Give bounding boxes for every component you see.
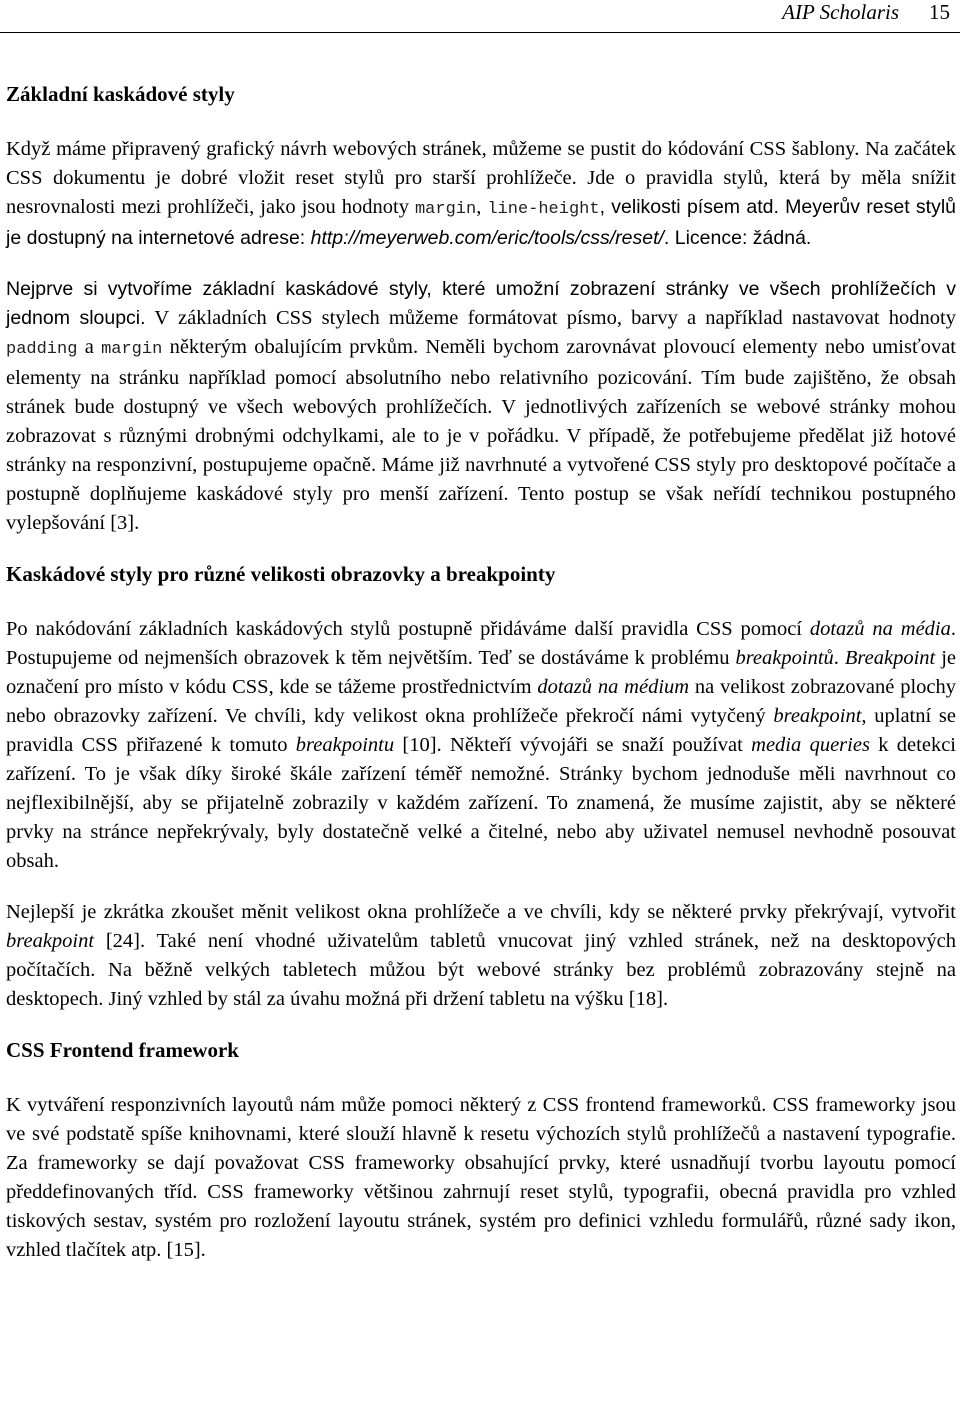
section-heading-frameworks: CSS Frontend framework xyxy=(6,1038,239,1062)
code-margin: margin xyxy=(414,200,477,219)
code-padding: padding xyxy=(6,340,78,359)
section-heading-basic-css: Základní kaskádové styly xyxy=(6,82,235,106)
meyer-reset-link[interactable]: http://meyerweb.com/eric/tools/css/reset/ xyxy=(310,227,664,249)
text: a xyxy=(77,336,102,358)
term: dotazů na média xyxy=(809,618,951,640)
paragraph-frameworks: K vytváření responzivních layoutů nám může pomoci některý z CSS frontend frameworků. CSS frameworky jsou ve své podstatě spíše knihovnami, které slouží hlavně k resetu výchozích stylů prohlížečů a nastavení typografie. Za frameworky se dají považovat CSS frameworky obsahující prvky, které usnadňují tvorbu layoutu pomocí předdefinovaných tříd. CSS frameworky většinou zahrnují reset stylů, typografii, obecná pravidla pro vzhled tiskových sestav, systém pro rozložení layoutu stránek, systém pro definici vzhledu formulářů, různé sady ikon, vzhled tlačítek atp. [15]. xyxy=(6,1094,956,1261)
text: Nejlepší je zkrátka zkoušet měnit velikost okna prohlížeče a ve chvíli, kdy se některé prvky překrývají, vytvořit xyxy=(6,901,956,923)
running-title: AIP Scholaris xyxy=(782,0,899,24)
text: . Postupujeme od nejmenších obrazovek k těm největším. Teď se dostáváme k problému xyxy=(6,618,956,669)
text: některým obalujícím prvkům. Neměli bychom zarovnávat plovoucí elementy nebo umisťovat elementy na stránku například pomocí absolutního nebo relativního pozicování. Tím bude zajištěno, že obsah stránek bude dostupný ve všech webových prohlížečích. V jednotlivých zařízeních se webové stránky mohou zobrazovat s různými drobnými odchylkami, ale to je v pořádku. V případě, že potřebujeme předělat již hotové stránky na responzivní, postupujeme opačně. Máme již navrhnuté a vytvořené CSS styly pro desktopové počítače a postupně doplňujeme kaskádové styly pro menší zařízení. Tento postup se však neřídí technikou postupného vylepšování [3]. xyxy=(6,336,956,534)
term: breakpointů xyxy=(735,647,834,669)
code-line-height: line-height xyxy=(487,200,600,219)
section-heading-breakpoints: Kaskádové styly pro různé velikosti obrazovky a breakpointy xyxy=(6,562,556,586)
text: Nejprve si vytvoříme základní kaskádové styly, které umožní zobrazení stránky ve všech prohlížečích v jednom sloupci. xyxy=(6,278,956,329)
text: [24]. Také není vhodné uživatelům tabletů vnucovat jiný vzhled stránek, než na desktopových počítačích. Na běžně velkých tabletech můžou být webové stránky bez problémů zobrazovány stejně na desktopech. Jiný vzhled by stál za úvahu možná při držení tabletu na výšku [18]. xyxy=(6,930,956,1010)
text: . Licence: žádná. xyxy=(663,227,812,249)
paragraph-reset-styles xyxy=(6,135,956,253)
text: , uplatní se pravidla CSS přiřazené k tomuto xyxy=(6,705,956,756)
text: k detekci zařízení. To je však díky široké škále zařízení téměř nemožné. Stránky bychom jednoduše měli navrhnout co nejflexibilnější, aby se přijatelně zobrazily v každém zařízení. To znamená, že musíme zajistit, aby se některé prvky na stránce nepřekrývaly, byly dostatečně velké a čitelné, nebo aby uživatel nemusel nevhodně posouvat obsah. xyxy=(6,734,956,872)
page-header xyxy=(782,0,950,26)
text: Po nakódování základních kaskádových stylů postupně přidáváme další pravidla CSS pomocí xyxy=(6,618,810,640)
term: breakpointu xyxy=(295,734,395,756)
term: Breakpoint xyxy=(844,647,936,669)
text: Když máme připravený grafický návrh webových stránek, můžeme se pustit do kódování CSS šablony. Na začátek CSS dokumentu je dobré vložit reset stylů pro starší prohlížeče. Jde o pravidla stylů, která by měla snížit nesrovnalosti mezi prohlížeči, jako jsou hodnoty xyxy=(6,138,956,218)
paragraph-media-queries xyxy=(6,615,956,876)
text: [10]. Někteří vývojáři se snaží používat xyxy=(394,734,752,756)
page-number: 15 xyxy=(929,0,950,24)
term: media queries xyxy=(751,734,870,756)
paragraph-basic-styles xyxy=(6,275,956,538)
term: dotazů na médium xyxy=(537,676,690,698)
header-rule xyxy=(0,32,960,33)
code-margin: margin xyxy=(101,340,163,359)
term: breakpoint xyxy=(6,930,95,952)
paragraph-tablets xyxy=(6,898,956,1014)
text: V základních CSS stylech můžeme formátovat písmo, barvy a například nastavovat hodnoty xyxy=(145,307,956,329)
text: na velikost zobrazované plochy nebo obrazovky zařízení. Ve chvíli, kdy velikost okna prohlížeče překročí námi vytyčený xyxy=(6,676,956,727)
text: , xyxy=(476,196,488,218)
text: , velikosti písem atd. Meyerův reset stylů je dostupný na internetové adrese: xyxy=(6,196,957,249)
term: breakpoint xyxy=(773,705,862,727)
page-content xyxy=(6,80,956,1287)
text: . xyxy=(833,647,845,669)
text: je označení pro místo v kódu CSS, kde se tážeme prostřednictvím xyxy=(6,647,957,698)
